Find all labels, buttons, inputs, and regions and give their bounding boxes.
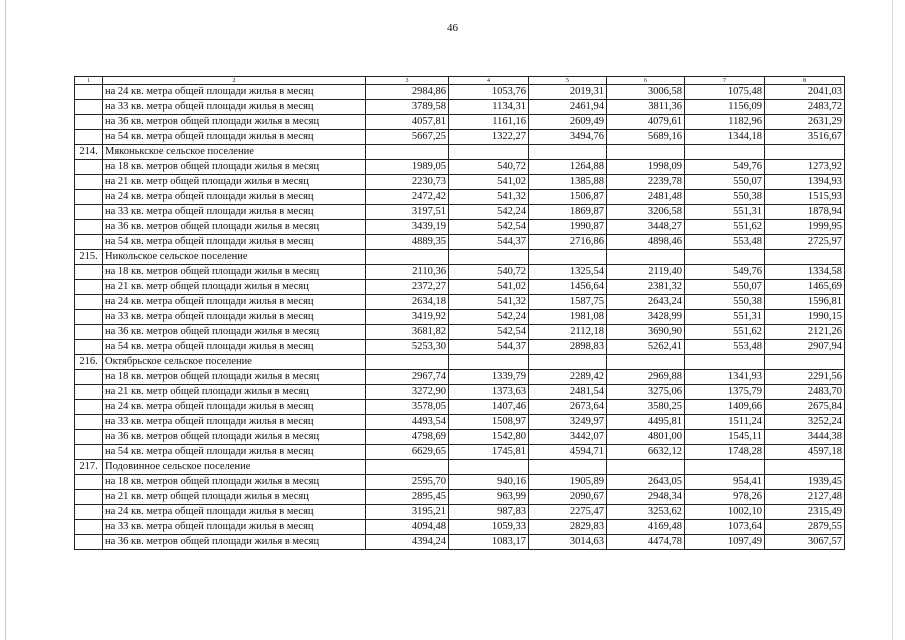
row-label: на 18 кв. метров общей площади жилья в месяц [103,370,366,385]
value-cell: 4079,61 [607,115,685,130]
value-cell: 1339,79 [449,370,529,385]
value-cell: 541,32 [449,295,529,310]
table-row [75,520,845,535]
value-cell: 1375,79 [685,385,765,400]
value-cell: 1385,88 [529,175,607,190]
row-label: на 24 кв. метра общей площади жилья в месяц [103,400,366,415]
value-cell: 2907,94 [765,340,845,355]
value-cell: 3428,99 [607,310,685,325]
row-label: на 36 кв. метров общей площади жилья в месяц [103,115,366,130]
value-cell: 1878,94 [765,205,845,220]
value-cell: 3578,05 [366,400,449,415]
value-cell [366,145,449,160]
value-cell: 2315,49 [765,505,845,520]
value-cell: 2673,64 [529,400,607,415]
value-cell: 2969,88 [607,370,685,385]
value-cell: 2381,32 [607,280,685,295]
value-cell: 2634,18 [366,295,449,310]
value-cell: 549,76 [685,160,765,175]
value-cell: 3272,90 [366,385,449,400]
row-number [75,220,103,235]
section-row [75,145,845,160]
row-number [75,205,103,220]
column-header: 4 [449,77,529,85]
value-cell: 4801,00 [607,430,685,445]
table-row [75,175,845,190]
value-cell: 551,31 [685,310,765,325]
table-row [75,85,845,100]
row-number: 215. [75,250,103,265]
value-cell: 1182,96 [685,115,765,130]
value-cell: 2461,94 [529,100,607,115]
value-cell [529,355,607,370]
value-cell: 2289,42 [529,370,607,385]
row-label: на 21 кв. метр общей площади жилья в месяц [103,175,366,190]
value-cell [607,355,685,370]
value-cell: 2127,48 [765,490,845,505]
value-cell: 1325,54 [529,265,607,280]
row-number [75,265,103,280]
settlement-name: Никольское сельское поселение [103,250,366,265]
value-cell: 550,07 [685,280,765,295]
row-number [75,160,103,175]
row-label: на 36 кв. метров общей площади жилья в месяц [103,535,366,550]
value-cell: 1905,89 [529,475,607,490]
table-row [75,535,845,550]
value-cell: 3444,38 [765,430,845,445]
value-cell [765,250,845,265]
value-cell [529,250,607,265]
table-row [75,505,845,520]
value-cell: 3006,58 [607,85,685,100]
value-cell: 1981,08 [529,310,607,325]
row-label: на 33 кв. метра общей площади жилья в месяц [103,100,366,115]
row-number: 214. [75,145,103,160]
row-label: на 36 кв. метров общей площади жилья в месяц [103,325,366,340]
value-cell: 1394,93 [765,175,845,190]
value-cell: 2895,45 [366,490,449,505]
value-cell: 541,02 [449,280,529,295]
table-row [75,430,845,445]
value-cell: 3067,57 [765,535,845,550]
table-row [75,325,845,340]
table-row [75,190,845,205]
value-cell: 541,02 [449,175,529,190]
column-header: 5 [529,77,607,85]
value-cell: 1998,09 [607,160,685,175]
value-cell: 1075,48 [685,85,765,100]
row-number [75,310,103,325]
row-number: 217. [75,460,103,475]
value-cell [765,355,845,370]
value-cell: 3681,82 [366,325,449,340]
value-cell [366,460,449,475]
value-cell: 3442,07 [529,430,607,445]
value-cell: 3789,58 [366,100,449,115]
value-cell [607,250,685,265]
value-cell: 987,83 [449,505,529,520]
row-number [75,370,103,385]
table-row [75,475,845,490]
value-cell: 1939,45 [765,475,845,490]
value-cell: 542,24 [449,310,529,325]
value-cell: 2967,74 [366,370,449,385]
value-cell: 2472,42 [366,190,449,205]
value-cell: 1990,15 [765,310,845,325]
row-label: на 24 кв. метра общей площади жилья в месяц [103,85,366,100]
row-number [75,505,103,520]
value-cell: 3439,19 [366,220,449,235]
row-number [75,415,103,430]
value-cell: 1465,69 [765,280,845,295]
value-cell: 1264,88 [529,160,607,175]
value-cell: 1097,49 [685,535,765,550]
value-cell [449,355,529,370]
value-cell: 2829,83 [529,520,607,535]
row-label: на 18 кв. метров общей площади жилья в месяц [103,475,366,490]
tariff-table [74,76,845,550]
section-row [75,460,845,475]
value-cell: 1334,58 [765,265,845,280]
column-header: 7 [685,77,765,85]
row-label: на 33 кв. метра общей площади жилья в месяц [103,205,366,220]
row-number [75,490,103,505]
row-number [75,115,103,130]
table-row [75,160,845,175]
row-number [75,85,103,100]
value-cell: 6632,12 [607,445,685,460]
value-cell: 1506,87 [529,190,607,205]
value-cell: 3690,90 [607,325,685,340]
row-number [75,235,103,250]
table-row [75,400,845,415]
row-number [75,520,103,535]
row-number: 216. [75,355,103,370]
value-cell: 4169,48 [607,520,685,535]
column-header: 3 [366,77,449,85]
value-cell: 4057,81 [366,115,449,130]
value-cell: 2483,72 [765,100,845,115]
value-cell: 5689,16 [607,130,685,145]
table-row [75,310,845,325]
table-body [75,77,845,550]
value-cell: 1156,09 [685,100,765,115]
value-cell [685,355,765,370]
value-cell: 3253,62 [607,505,685,520]
value-cell [765,145,845,160]
value-cell: 2372,27 [366,280,449,295]
value-cell: 2984,86 [366,85,449,100]
scan-edge-right [892,0,893,640]
value-cell: 978,26 [685,490,765,505]
value-cell: 4594,71 [529,445,607,460]
row-label: на 33 кв. метра общей площади жилья в месяц [103,310,366,325]
value-cell: 553,48 [685,235,765,250]
value-cell: 540,72 [449,160,529,175]
table-row [75,490,845,505]
value-cell: 3419,92 [366,310,449,325]
settlement-name: Подовинное сельское поселение [103,460,366,475]
row-number [75,175,103,190]
row-number [75,430,103,445]
row-number [75,385,103,400]
scan-edge-left [5,0,6,640]
value-cell: 549,76 [685,265,765,280]
value-cell: 1456,64 [529,280,607,295]
value-cell [529,460,607,475]
table-row [75,415,845,430]
value-cell: 1745,81 [449,445,529,460]
value-cell [685,460,765,475]
row-label: на 24 кв. метра общей площади жилья в месяц [103,505,366,520]
table-row [75,445,845,460]
row-label: на 54 кв. метра общей площади жилья в месяц [103,130,366,145]
row-label: на 21 кв. метр общей площади жилья в месяц [103,385,366,400]
value-cell: 2110,36 [366,265,449,280]
row-label: на 24 кв. метра общей площади жилья в месяц [103,190,366,205]
value-cell: 2230,73 [366,175,449,190]
value-cell: 2119,40 [607,265,685,280]
value-cell: 544,37 [449,235,529,250]
row-label: на 18 кв. метров общей площади жилья в месяц [103,160,366,175]
value-cell: 4798,69 [366,430,449,445]
value-cell: 1341,93 [685,370,765,385]
value-cell: 6629,65 [366,445,449,460]
value-cell: 553,48 [685,340,765,355]
column-header: 8 [765,77,845,85]
value-cell: 2898,83 [529,340,607,355]
row-label: на 54 кв. метра общей площади жилья в месяц [103,445,366,460]
column-header: 1 [75,77,103,85]
row-number [75,535,103,550]
value-cell: 1407,46 [449,400,529,415]
value-cell: 551,62 [685,325,765,340]
row-label: на 24 кв. метра общей площади жилья в месяц [103,295,366,310]
value-cell: 550,38 [685,190,765,205]
table-row [75,115,845,130]
value-cell [529,145,607,160]
table-row [75,220,845,235]
value-cell: 1989,05 [366,160,449,175]
value-cell: 1999,95 [765,220,845,235]
column-header: 2 [103,77,366,85]
table-row [75,100,845,115]
value-cell: 1053,76 [449,85,529,100]
value-cell: 550,38 [685,295,765,310]
row-label: на 33 кв. метра общей площади жилья в месяц [103,415,366,430]
table-row [75,130,845,145]
value-cell: 2291,56 [765,370,845,385]
row-number [75,280,103,295]
value-cell: 5253,30 [366,340,449,355]
value-cell: 2725,97 [765,235,845,250]
row-label: на 54 кв. метра общей площади жилья в месяц [103,235,366,250]
settlement-name: Мяконькское сельское поселение [103,145,366,160]
value-cell [449,145,529,160]
value-cell: 2643,24 [607,295,685,310]
value-cell: 1409,66 [685,400,765,415]
value-cell: 3494,76 [529,130,607,145]
table-row [75,385,845,400]
value-cell: 1511,24 [685,415,765,430]
row-label: на 21 кв. метр общей площади жилья в месяц [103,490,366,505]
value-cell [366,355,449,370]
row-label: на 54 кв. метра общей площади жилья в месяц [103,340,366,355]
value-cell: 2716,86 [529,235,607,250]
value-cell: 1869,87 [529,205,607,220]
value-cell: 2041,03 [765,85,845,100]
value-cell: 2090,67 [529,490,607,505]
value-cell: 2481,48 [607,190,685,205]
value-cell: 4889,35 [366,235,449,250]
value-cell: 4898,46 [607,235,685,250]
value-cell: 2643,05 [607,475,685,490]
row-number [75,100,103,115]
row-number [75,340,103,355]
value-cell: 1273,92 [765,160,845,175]
value-cell: 1748,28 [685,445,765,460]
value-cell: 3195,21 [366,505,449,520]
value-cell: 4493,54 [366,415,449,430]
value-cell: 3252,24 [765,415,845,430]
value-cell: 5667,25 [366,130,449,145]
value-cell: 1134,31 [449,100,529,115]
row-number [75,190,103,205]
value-cell: 551,62 [685,220,765,235]
value-cell: 3580,25 [607,400,685,415]
value-cell: 2239,78 [607,175,685,190]
value-cell: 2481,54 [529,385,607,400]
value-cell: 3206,58 [607,205,685,220]
value-cell: 2675,84 [765,400,845,415]
value-cell: 1002,10 [685,505,765,520]
row-label: на 21 кв. метр общей площади жилья в месяц [103,280,366,295]
value-cell: 551,31 [685,205,765,220]
value-cell: 2609,49 [529,115,607,130]
value-cell: 1344,18 [685,130,765,145]
value-cell: 4495,81 [607,415,685,430]
section-row [75,355,845,370]
value-cell: 2595,70 [366,475,449,490]
table-row [75,370,845,385]
column-header: 6 [607,77,685,85]
value-cell: 542,24 [449,205,529,220]
value-cell: 2631,29 [765,115,845,130]
row-number [75,130,103,145]
row-label: на 36 кв. метров общей площади жилья в месяц [103,220,366,235]
value-cell: 1322,27 [449,130,529,145]
value-cell: 963,99 [449,490,529,505]
value-cell: 1161,16 [449,115,529,130]
value-cell: 2121,26 [765,325,845,340]
row-number [75,445,103,460]
table-row [75,205,845,220]
row-number [75,325,103,340]
value-cell: 3197,51 [366,205,449,220]
value-cell: 2275,47 [529,505,607,520]
value-cell: 4597,18 [765,445,845,460]
value-cell: 1542,80 [449,430,529,445]
value-cell: 940,16 [449,475,529,490]
value-cell: 4394,24 [366,535,449,550]
value-cell: 4094,48 [366,520,449,535]
value-cell: 1073,64 [685,520,765,535]
value-cell [366,250,449,265]
value-cell [449,460,529,475]
value-cell: 3516,67 [765,130,845,145]
row-label: на 33 кв. метра общей площади жилья в месяц [103,520,366,535]
page-number: 46 [447,22,458,34]
value-cell: 1059,33 [449,520,529,535]
value-cell [685,250,765,265]
value-cell [449,250,529,265]
value-cell: 2879,55 [765,520,845,535]
value-cell: 1508,97 [449,415,529,430]
value-cell: 540,72 [449,265,529,280]
value-cell: 1990,87 [529,220,607,235]
value-cell: 1373,63 [449,385,529,400]
row-label: на 18 кв. метров общей площади жилья в месяц [103,265,366,280]
value-cell: 550,07 [685,175,765,190]
value-cell: 1596,81 [765,295,845,310]
value-cell: 3249,97 [529,415,607,430]
value-cell [685,145,765,160]
row-label: на 36 кв. метров общей площади жилья в месяц [103,430,366,445]
value-cell: 4474,78 [607,535,685,550]
table-row [75,235,845,250]
value-cell: 2483,70 [765,385,845,400]
table-row [75,340,845,355]
table-row [75,280,845,295]
value-cell: 1083,17 [449,535,529,550]
value-cell [607,145,685,160]
value-cell: 2948,34 [607,490,685,505]
value-cell: 3014,63 [529,535,607,550]
value-cell: 5262,41 [607,340,685,355]
value-cell [607,460,685,475]
value-cell: 3275,06 [607,385,685,400]
value-cell: 3448,27 [607,220,685,235]
row-number [75,475,103,490]
row-number [75,400,103,415]
value-cell: 3811,36 [607,100,685,115]
value-cell: 954,41 [685,475,765,490]
table-row [75,295,845,310]
table-header-row [75,77,845,85]
value-cell: 541,32 [449,190,529,205]
value-cell: 2112,18 [529,325,607,340]
value-cell [765,460,845,475]
value-cell: 1587,75 [529,295,607,310]
settlement-name: Октябрьское сельское поселение [103,355,366,370]
value-cell: 544,37 [449,340,529,355]
section-row [75,250,845,265]
value-cell: 1515,93 [765,190,845,205]
value-cell: 1545,11 [685,430,765,445]
value-cell: 2019,31 [529,85,607,100]
table-row [75,265,845,280]
row-number [75,295,103,310]
value-cell: 542,54 [449,220,529,235]
value-cell: 542,54 [449,325,529,340]
